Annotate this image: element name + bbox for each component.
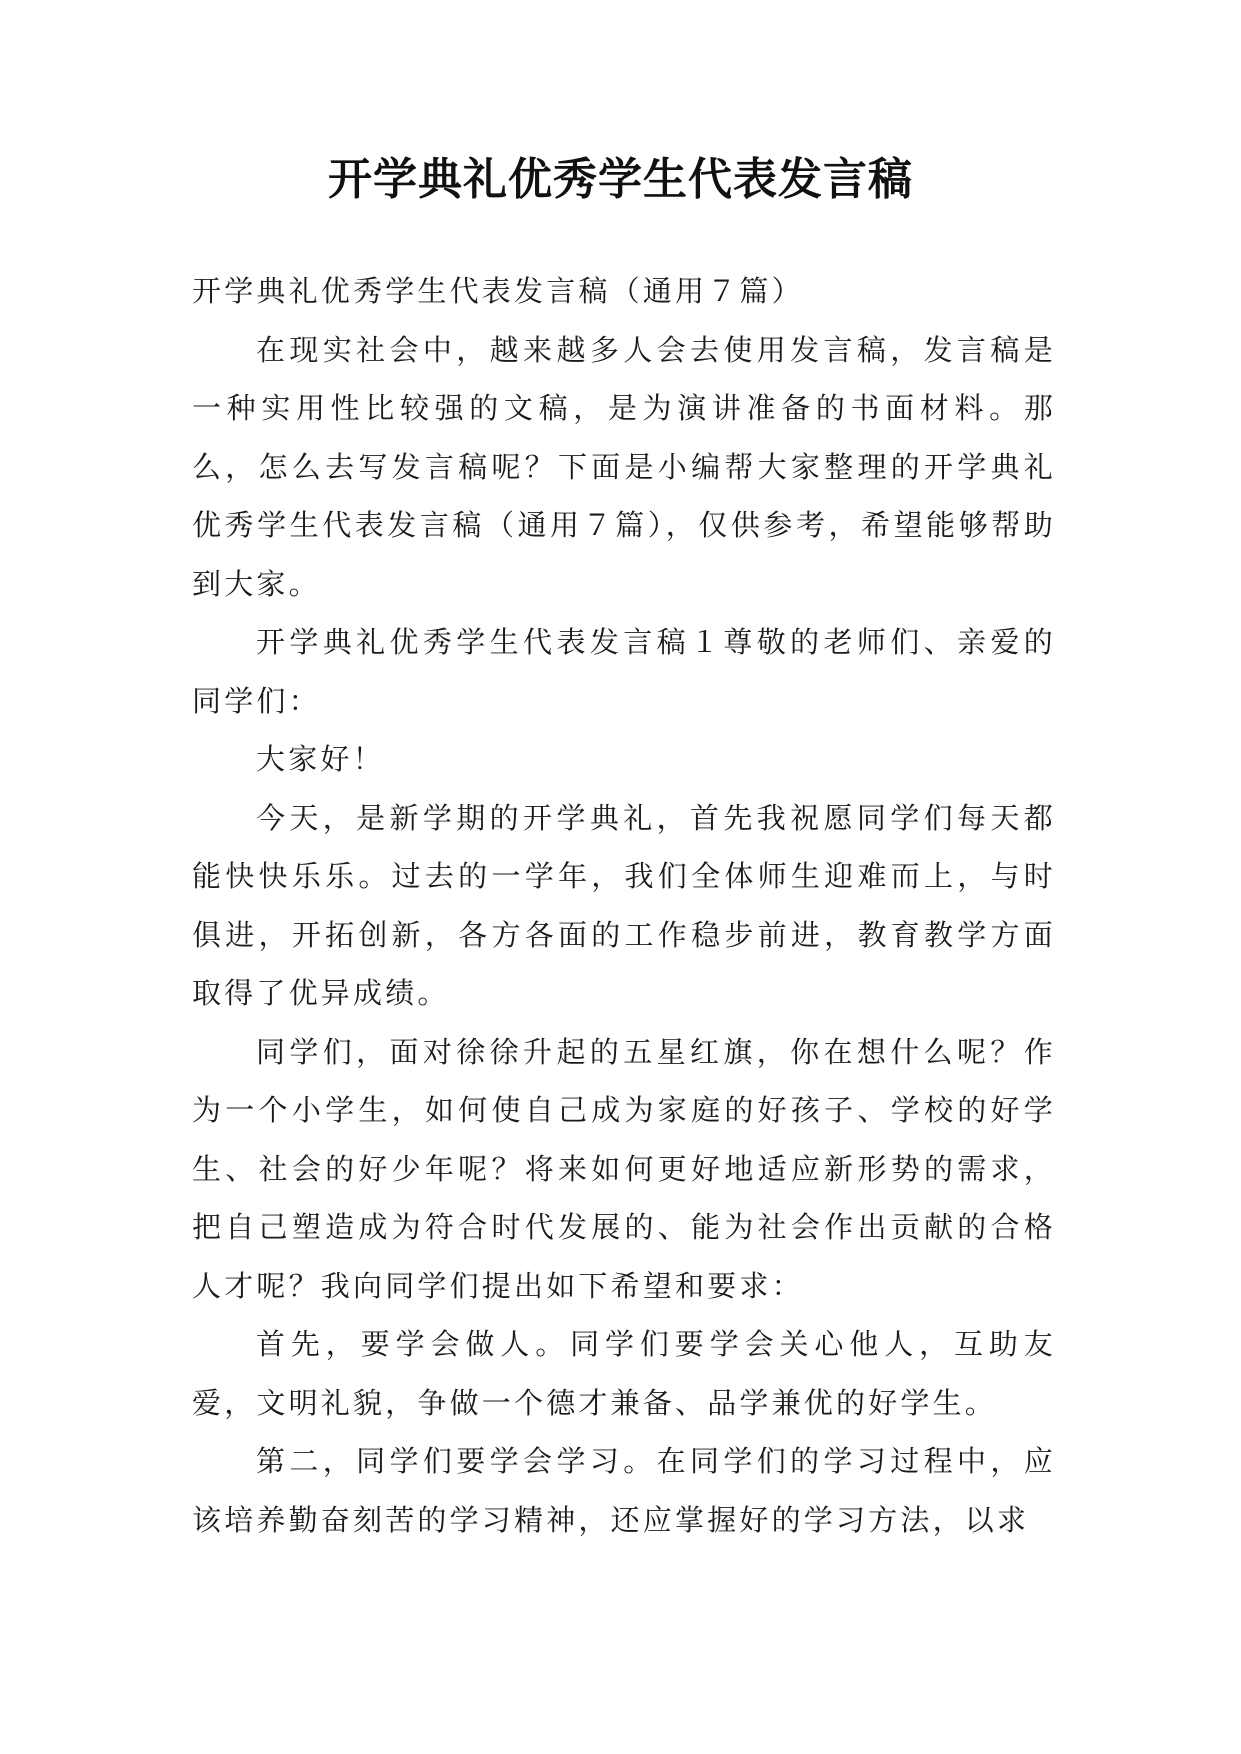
intro-paragraph: 在现实社会中，越来越多人会去使用发言稿，发言稿是一种实用性比较强的文稿，是为演讲准备的书面材料。那么，怎么去写发言稿呢？下面是小编帮大家整理的开学典礼优秀学生代表发言稿（通用７篇），仅供参考，希望能够帮助到大家。 [192, 332, 1056, 601]
speech-heading-paragraph: 开学典礼优秀学生代表发言稿１尊敬的老师们、亲爱的同学们： [192, 625, 1056, 718]
subtitle-paragraph: 开学典礼优秀学生代表发言稿（通用７篇） [192, 274, 804, 308]
document-title: 开学典礼优秀学生代表发言稿 [328, 154, 913, 205]
greeting-paragraph: 大家好！ [256, 742, 385, 776]
document-body [192, 262, 1056, 1549]
body-paragraph: 首先，要学会做人。同学们要学会关心他人，互助友爱，文明礼貌，争做一个德才兼备、品学兼优的好学生。 [192, 1327, 1056, 1420]
body-paragraph: 同学们，面对徐徐升起的五星红旗，你在想什么呢？作为一个小学生，如何使自己成为家庭的好孩子、学校的好学生、社会的好少年呢？将来如何更好地适应新形势的需求，把自己塑造成为符合时代发展的、能为社会作出贡献的合格人才呢？我向同学们提出如下希望和要求： [192, 1034, 1056, 1303]
body-paragraph: 今天，是新学期的开学典礼，首先我祝愿同学们每天都能快快乐乐。过去的一学年，我们全体师生迎难而上，与时俱进，开拓创新，各方各面的工作稳步前进，教育教学方面取得了优异成绩。 [192, 800, 1056, 1010]
body-paragraph: 第二，同学们要学会学习。在同学们的学习过程中，应该培养勤奋刻苦的学习精神，还应掌握好的学习方法，以求 [192, 1444, 1056, 1537]
